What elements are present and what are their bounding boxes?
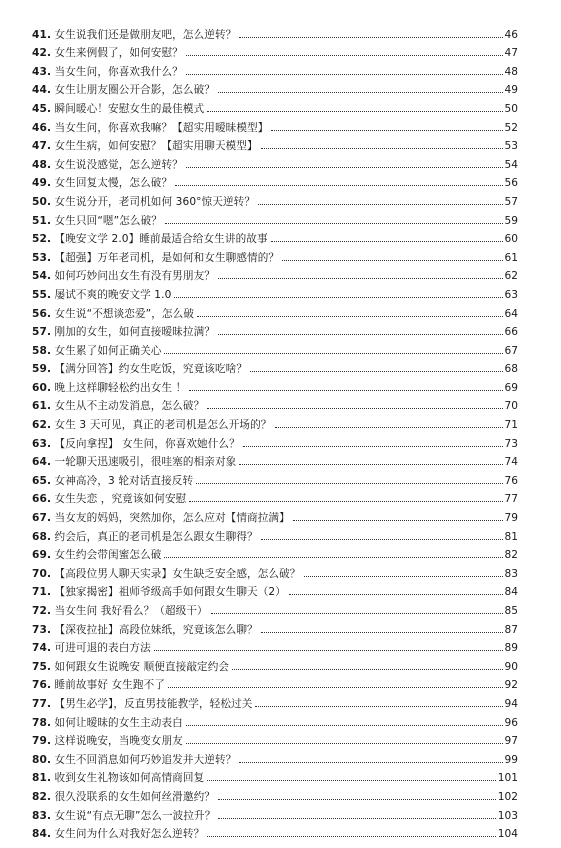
toc-entry[interactable] bbox=[32, 691, 518, 710]
toc-entry-title bbox=[32, 624, 258, 636]
toc-entry-page-number: 90 bbox=[504, 660, 518, 673]
dot-leader bbox=[243, 446, 503, 447]
toc-entry[interactable] bbox=[32, 450, 518, 469]
toc-entry[interactable] bbox=[32, 654, 518, 673]
toc-entry-page-number: 66 bbox=[504, 326, 518, 339]
toc-entry-page-number: 47 bbox=[504, 47, 518, 60]
toc-entry-number: 80. bbox=[32, 753, 52, 766]
toc-entry-text: 一轮聊天迅速吸引，很哇塞的相亲对象 bbox=[54, 456, 237, 469]
dot-leader bbox=[207, 408, 502, 409]
dot-leader bbox=[293, 520, 503, 521]
toc-entry-text: 这样说晚安，当晚变女朋友 bbox=[54, 735, 183, 748]
toc-entry-text: 【独家揭密】祖师爷级高手如何跟女生聊天（2） bbox=[54, 586, 286, 599]
toc-entry-title bbox=[32, 419, 272, 431]
toc-entry-number: 71. bbox=[32, 586, 52, 599]
toc-entry-text: 【晚安文学 2.0】睡前最适合给女生讲的故事 bbox=[54, 233, 268, 246]
toc-entry[interactable] bbox=[32, 543, 518, 562]
toc-entry-title bbox=[32, 456, 236, 468]
toc-entry-page-number: 70 bbox=[504, 400, 518, 413]
toc-entry-page-number: 49 bbox=[504, 84, 518, 97]
toc-entry-page-number: 83 bbox=[504, 567, 518, 580]
toc-entry-title bbox=[32, 493, 186, 505]
toc-entry-number: 83. bbox=[32, 809, 52, 822]
dot-leader bbox=[239, 464, 502, 465]
toc-entry-page-number: 89 bbox=[504, 642, 518, 655]
toc-entry-title bbox=[32, 215, 162, 227]
toc-entry-number: 58. bbox=[32, 344, 52, 357]
toc-entry-text: 如何让暧昧的女生主动表白 bbox=[54, 716, 183, 729]
dot-leader bbox=[186, 167, 503, 168]
toc-entry-text: 瞬间暖心！安慰女生的最佳模式 bbox=[54, 102, 205, 115]
toc-entry[interactable] bbox=[32, 580, 518, 599]
toc-entry-page-number: 67 bbox=[504, 344, 518, 357]
dot-leader bbox=[207, 111, 502, 112]
toc-entry-title bbox=[32, 475, 193, 487]
toc-entry-title bbox=[32, 308, 194, 320]
toc-entry-number: 81. bbox=[32, 772, 52, 785]
toc-entry-title bbox=[32, 177, 172, 189]
toc-entry-number: 78. bbox=[32, 716, 52, 729]
toc-entry-title bbox=[32, 289, 171, 301]
toc-entry-text: 【超强】万年老司机，是如何和女生聊感情的？ bbox=[54, 251, 280, 264]
toc-entry-text: 约会后，真正的老司机是怎么跟女生聊得？ bbox=[54, 530, 258, 543]
dot-leader bbox=[218, 92, 503, 93]
toc-entry-number: 45. bbox=[32, 102, 52, 115]
dot-leader bbox=[255, 706, 502, 707]
toc-entry-title bbox=[32, 810, 215, 822]
toc-entry-title bbox=[32, 438, 240, 450]
toc-entry-title bbox=[32, 791, 215, 803]
toc-entry-text: 女生问为什么对我好怎么逆转？ bbox=[54, 828, 205, 841]
dot-leader bbox=[168, 687, 503, 688]
toc-entry-page-number: 82 bbox=[504, 549, 518, 562]
toc-entry-page-number: 63 bbox=[504, 288, 518, 301]
toc-entry-title bbox=[32, 754, 236, 766]
toc-entry-number: 47. bbox=[32, 140, 52, 153]
toc-entry[interactable] bbox=[32, 59, 518, 78]
toc-entry-text: 当女生问 我好看么？（超级干） bbox=[54, 605, 208, 617]
toc-entry-title bbox=[32, 512, 290, 524]
toc-entry[interactable] bbox=[32, 320, 518, 339]
dot-leader bbox=[186, 74, 503, 75]
toc-entry-text: 女生来例假了，如何安慰？ bbox=[54, 47, 183, 60]
toc-entry-title bbox=[32, 84, 215, 96]
toc-entry[interactable] bbox=[32, 766, 518, 785]
toc-entry-text: 【深夜拉扯】高段位妹纸，究竟该怎么聊？ bbox=[54, 623, 258, 636]
dot-leader bbox=[304, 576, 503, 577]
toc-entry-text: 女生说“不想谈恋爱”，怎么破 bbox=[54, 307, 195, 320]
toc-entry-page-number: 97 bbox=[504, 735, 518, 748]
toc-entry-number: 61. bbox=[32, 400, 52, 413]
toc-entry-title bbox=[32, 679, 165, 691]
toc-entry-page-number: 79 bbox=[504, 512, 518, 525]
dot-leader bbox=[218, 334, 503, 335]
toc-entry-text: 女生生病，如何安慰？【超实用聊天模型】 bbox=[54, 140, 258, 153]
toc-entry-number: 66. bbox=[32, 493, 52, 506]
toc-entry-text: 女生累了如何正确关心 bbox=[54, 344, 162, 357]
toc-entry-number: 56. bbox=[32, 307, 52, 320]
toc-entry[interactable] bbox=[32, 803, 518, 822]
toc-entry-title bbox=[32, 140, 258, 152]
toc-entry-page-number: 94 bbox=[504, 697, 518, 710]
toc-entry-title bbox=[32, 159, 183, 171]
toc-entry[interactable] bbox=[32, 208, 518, 227]
toc-entry[interactable] bbox=[32, 524, 518, 543]
toc-entry[interactable] bbox=[32, 115, 518, 134]
toc-entry-number: 79. bbox=[32, 735, 52, 748]
dot-leader bbox=[275, 427, 503, 428]
toc-entry-text: 女生说“有点无聊”怎么一波拉升？ bbox=[54, 809, 216, 822]
toc-entry-page-number: 92 bbox=[504, 679, 518, 692]
toc-entry-number: 43. bbox=[32, 65, 52, 78]
toc-entry-title bbox=[32, 531, 258, 543]
toc-entry[interactable] bbox=[32, 561, 518, 580]
toc-entry[interactable] bbox=[32, 41, 518, 60]
toc-entry[interactable] bbox=[32, 282, 518, 301]
dot-leader bbox=[175, 185, 502, 186]
toc-entry-number: 67. bbox=[32, 512, 52, 525]
dot-leader bbox=[196, 483, 502, 484]
toc-entry-number: 41. bbox=[32, 28, 52, 41]
toc-entry-number: 51. bbox=[32, 214, 52, 227]
dot-leader bbox=[258, 204, 502, 205]
toc-entry[interactable] bbox=[32, 245, 518, 264]
toc-entry-title bbox=[32, 270, 215, 282]
dot-leader bbox=[239, 37, 502, 38]
toc-entry-page-number: 53 bbox=[504, 140, 518, 153]
toc-entry-title bbox=[32, 642, 151, 654]
dot-leader bbox=[164, 557, 502, 558]
dot-leader bbox=[271, 241, 503, 242]
dot-leader bbox=[154, 650, 503, 651]
toc-entry[interactable] bbox=[32, 22, 518, 41]
dot-leader bbox=[165, 223, 503, 224]
toc-entry-text: 女生 3 天可见，真正的老司机是怎么开场的？ bbox=[54, 419, 272, 432]
toc-entry-text: 女生回复太慢，怎么破？ bbox=[54, 177, 173, 190]
toc-entry-page-number: 52 bbox=[504, 121, 518, 134]
toc-entry-number: 42. bbox=[32, 47, 52, 60]
toc-entry-page-number: 101 bbox=[497, 772, 518, 785]
toc-entry[interactable] bbox=[32, 301, 518, 320]
toc-entry-page-number: 69 bbox=[504, 381, 518, 394]
toc-entry[interactable] bbox=[32, 617, 518, 636]
dot-leader bbox=[174, 297, 502, 298]
toc-entry-title bbox=[32, 772, 204, 784]
toc-entry-number: 68. bbox=[32, 530, 52, 543]
toc-entry-page-number: 48 bbox=[504, 65, 518, 78]
toc-entry-text: 很久没联系的女生如何丝滑邀约？ bbox=[54, 790, 215, 803]
toc-entry[interactable] bbox=[32, 189, 518, 208]
toc-entry-text: 刚加的女生，如何直接暧昧拉满？ bbox=[54, 326, 215, 339]
dot-leader bbox=[271, 130, 502, 131]
dot-leader bbox=[189, 501, 502, 502]
toc-entry-title bbox=[32, 549, 161, 561]
toc-entry-text: 睡前故事好 女生跑不了 bbox=[54, 679, 165, 692]
toc-entry-title bbox=[32, 66, 183, 78]
toc-entry-title bbox=[32, 735, 183, 747]
toc-entry-title bbox=[32, 586, 286, 598]
toc-entry-number: 70. bbox=[32, 567, 52, 580]
toc-entry-number: 46. bbox=[32, 121, 52, 134]
toc-entry-page-number: 103 bbox=[497, 809, 518, 822]
toc-entry-title bbox=[32, 661, 229, 673]
toc-entry[interactable] bbox=[32, 264, 518, 283]
toc-entry-number: 73. bbox=[32, 623, 52, 636]
dot-leader bbox=[218, 799, 496, 800]
toc-entry-text: 屡试不爽的晚安文学 1.0 bbox=[54, 288, 172, 301]
toc-entry-page-number: 71 bbox=[504, 419, 518, 432]
toc-entry-text: 当女生问，你喜欢我嘛？【超实用暧昧模型】 bbox=[54, 121, 269, 134]
toc-entry-number: 75. bbox=[32, 660, 52, 673]
toc-entry[interactable] bbox=[32, 729, 518, 748]
toc-entry-number: 55. bbox=[32, 288, 52, 301]
toc-entry[interactable] bbox=[32, 487, 518, 506]
dot-leader bbox=[186, 55, 503, 56]
toc-entry-page-number: 85 bbox=[504, 605, 518, 617]
toc-entry-number: 77. bbox=[32, 697, 52, 710]
toc-entry[interactable] bbox=[32, 134, 518, 153]
toc-entry-page-number: 59 bbox=[504, 214, 518, 227]
toc-entry-number: 44. bbox=[32, 84, 52, 97]
toc-entry-number: 64. bbox=[32, 456, 52, 469]
dot-leader bbox=[186, 743, 503, 744]
toc-entry-text: 如何巧妙问出女生有没有男朋友？ bbox=[54, 270, 215, 283]
toc-entry-title bbox=[32, 363, 247, 375]
toc-entry-number: 54. bbox=[32, 270, 52, 283]
toc-entry-title bbox=[32, 717, 183, 729]
toc-entry-text: 收到女生礼物该如何高情商回复 bbox=[54, 772, 205, 785]
dot-leader bbox=[289, 594, 503, 595]
dot-leader bbox=[239, 762, 502, 763]
dot-leader bbox=[189, 390, 502, 391]
toc-entry-text: 【高段位男人聊天实录】女生缺乏安全感，怎么破？ bbox=[54, 567, 301, 580]
toc-entry-number: 82. bbox=[32, 790, 52, 803]
toc-entry[interactable] bbox=[32, 412, 518, 431]
toc-entry-number: 60. bbox=[32, 381, 52, 394]
dot-leader bbox=[197, 316, 502, 317]
toc-entry-page-number: 99 bbox=[504, 753, 518, 766]
toc-entry[interactable] bbox=[32, 152, 518, 171]
toc-entry-number: 62. bbox=[32, 419, 52, 432]
dot-leader bbox=[218, 278, 503, 279]
toc-entry-number: 53. bbox=[32, 251, 52, 264]
toc-entry-number: 59. bbox=[32, 363, 52, 376]
toc-entry[interactable] bbox=[32, 784, 518, 803]
toc-entry[interactable] bbox=[32, 673, 518, 692]
toc-entry-text: 女神高冷，3 轮对话直接反转 bbox=[54, 474, 194, 487]
toc-entry-title bbox=[32, 29, 236, 41]
toc-entry-title bbox=[32, 326, 215, 338]
dot-leader bbox=[218, 818, 495, 819]
toc-entry-title bbox=[32, 252, 279, 264]
toc-entry-title bbox=[32, 568, 301, 580]
toc-entry-text: 当女生问，你喜欢我什么？ bbox=[54, 65, 183, 78]
toc-entry[interactable] bbox=[32, 468, 518, 487]
toc-entry-page-number: 61 bbox=[504, 251, 518, 264]
toc-entry[interactable] bbox=[32, 710, 518, 729]
toc-entry-text: 女生说我们还是做朋友吧，怎么逆转？ bbox=[54, 28, 237, 41]
toc-entry[interactable] bbox=[32, 598, 518, 617]
dot-leader bbox=[207, 780, 496, 781]
toc-entry[interactable] bbox=[32, 822, 518, 841]
toc-entry-title bbox=[32, 345, 161, 357]
toc-entry-title bbox=[32, 698, 252, 710]
toc-entry-text: 女生说没感觉，怎么逆转？ bbox=[54, 158, 183, 171]
toc-entry-title bbox=[32, 103, 204, 115]
toc-entry-number: 63. bbox=[32, 437, 52, 450]
toc-entry-text: 可进可退的表白方法 bbox=[54, 642, 151, 655]
toc-entry[interactable] bbox=[32, 96, 518, 115]
toc-entry-title bbox=[32, 828, 204, 840]
dot-leader bbox=[261, 148, 503, 149]
toc-entry-page-number: 60 bbox=[504, 233, 518, 246]
toc-entry-title bbox=[32, 605, 208, 617]
toc-entry-title bbox=[32, 382, 186, 394]
toc-entry-number: 48. bbox=[32, 158, 52, 171]
toc-entry-page-number: 57 bbox=[504, 195, 518, 208]
toc-entry[interactable] bbox=[32, 78, 518, 97]
toc-entry[interactable] bbox=[32, 747, 518, 766]
toc-entry[interactable] bbox=[32, 636, 518, 655]
toc-entry[interactable] bbox=[32, 505, 518, 524]
dot-leader bbox=[211, 613, 503, 614]
toc-entry-text: 【满分回答】约女生吃饭，究竟该吃啥？ bbox=[54, 363, 248, 376]
toc-entry-page-number: 84 bbox=[504, 586, 518, 599]
toc-entry-text: 女生只回“嗯”怎么破？ bbox=[54, 214, 162, 227]
toc-entry-page-number: 62 bbox=[504, 270, 518, 283]
toc-entry-number: 52. bbox=[32, 233, 52, 246]
toc-entry-page-number: 64 bbox=[504, 307, 518, 320]
toc-entry[interactable] bbox=[32, 357, 518, 376]
toc-entry-text: 【反向拿捏】 女生问，你喜欢她什么？ bbox=[54, 437, 240, 450]
toc-entry-number: 57. bbox=[32, 326, 52, 339]
toc-entry-text: 女生失恋 ，究竟该如何安慰 bbox=[54, 493, 187, 506]
table-of-contents bbox=[32, 22, 518, 840]
toc-entry-number: 76. bbox=[32, 679, 52, 692]
toc-entry-text: 女生约会带闺蜜怎么破 bbox=[54, 549, 162, 562]
toc-entry-page-number: 96 bbox=[504, 716, 518, 729]
toc-entry-page-number: 102 bbox=[497, 790, 518, 803]
toc-entry-page-number: 76 bbox=[504, 474, 518, 487]
toc-entry-text: 【男生必学】，反直男技能教学，轻松过关 bbox=[54, 697, 253, 710]
dot-leader bbox=[186, 725, 503, 726]
toc-entry-page-number: 77 bbox=[504, 493, 518, 506]
dot-leader bbox=[250, 371, 502, 372]
toc-entry-number: 65. bbox=[32, 474, 52, 487]
toc-entry-page-number: 104 bbox=[497, 828, 518, 841]
toc-entry-page-number: 87 bbox=[504, 623, 518, 636]
toc-entry-text: 如何跟女生说晚安 顺便直接敲定约会 bbox=[54, 660, 230, 673]
dot-leader bbox=[282, 260, 502, 261]
toc-entry[interactable] bbox=[32, 171, 518, 190]
toc-entry[interactable] bbox=[32, 227, 518, 246]
toc-entry-page-number: 81 bbox=[504, 530, 518, 543]
toc-entry-title bbox=[32, 400, 204, 412]
toc-entry-text: 女生说分开，老司机如何 360°惊天逆转？ bbox=[54, 195, 256, 208]
toc-entry-text: 女生不回消息如何巧妙追发并大逆转？ bbox=[54, 753, 237, 766]
dot-leader bbox=[261, 539, 503, 540]
toc-entry-page-number: 68 bbox=[504, 363, 518, 376]
toc-entry-title bbox=[32, 233, 268, 245]
toc-entry-title bbox=[32, 122, 268, 134]
toc-entry-number: 69. bbox=[32, 549, 52, 562]
dot-leader bbox=[261, 632, 503, 633]
toc-entry-title bbox=[32, 196, 255, 208]
toc-entry-number: 74. bbox=[32, 642, 52, 655]
toc-entry[interactable] bbox=[32, 338, 518, 357]
toc-entry-text: 晚上这样聊轻松约出女生 ！ bbox=[54, 381, 187, 394]
toc-entry-title bbox=[32, 47, 183, 59]
toc-entry-page-number: 74 bbox=[504, 456, 518, 469]
toc-entry-text: 女生从不主动发消息，怎么破？ bbox=[54, 400, 205, 413]
toc-entry[interactable] bbox=[32, 431, 518, 450]
toc-entry-page-number: 54 bbox=[504, 158, 518, 171]
toc-entry[interactable] bbox=[32, 394, 518, 413]
toc-entry-page-number: 50 bbox=[504, 102, 518, 115]
toc-entry-number: 72. bbox=[32, 605, 52, 617]
toc-entry-number: 50. bbox=[32, 195, 52, 208]
toc-entry-page-number: 56 bbox=[504, 177, 518, 190]
toc-entry-number: 84. bbox=[32, 828, 52, 841]
toc-entry-number: 49. bbox=[32, 177, 52, 190]
dot-leader bbox=[232, 669, 502, 670]
toc-entry-page-number: 73 bbox=[504, 437, 518, 450]
toc-entry-text: 当女友的妈妈，突然加你，怎么应对【情商拉满】 bbox=[54, 512, 290, 525]
dot-leader bbox=[164, 353, 502, 354]
toc-entry[interactable] bbox=[32, 375, 518, 394]
dot-leader bbox=[207, 836, 496, 837]
toc-entry-page-number: 46 bbox=[504, 28, 518, 41]
toc-entry-text: 女生让朋友圈公开合影，怎么破？ bbox=[54, 84, 215, 97]
